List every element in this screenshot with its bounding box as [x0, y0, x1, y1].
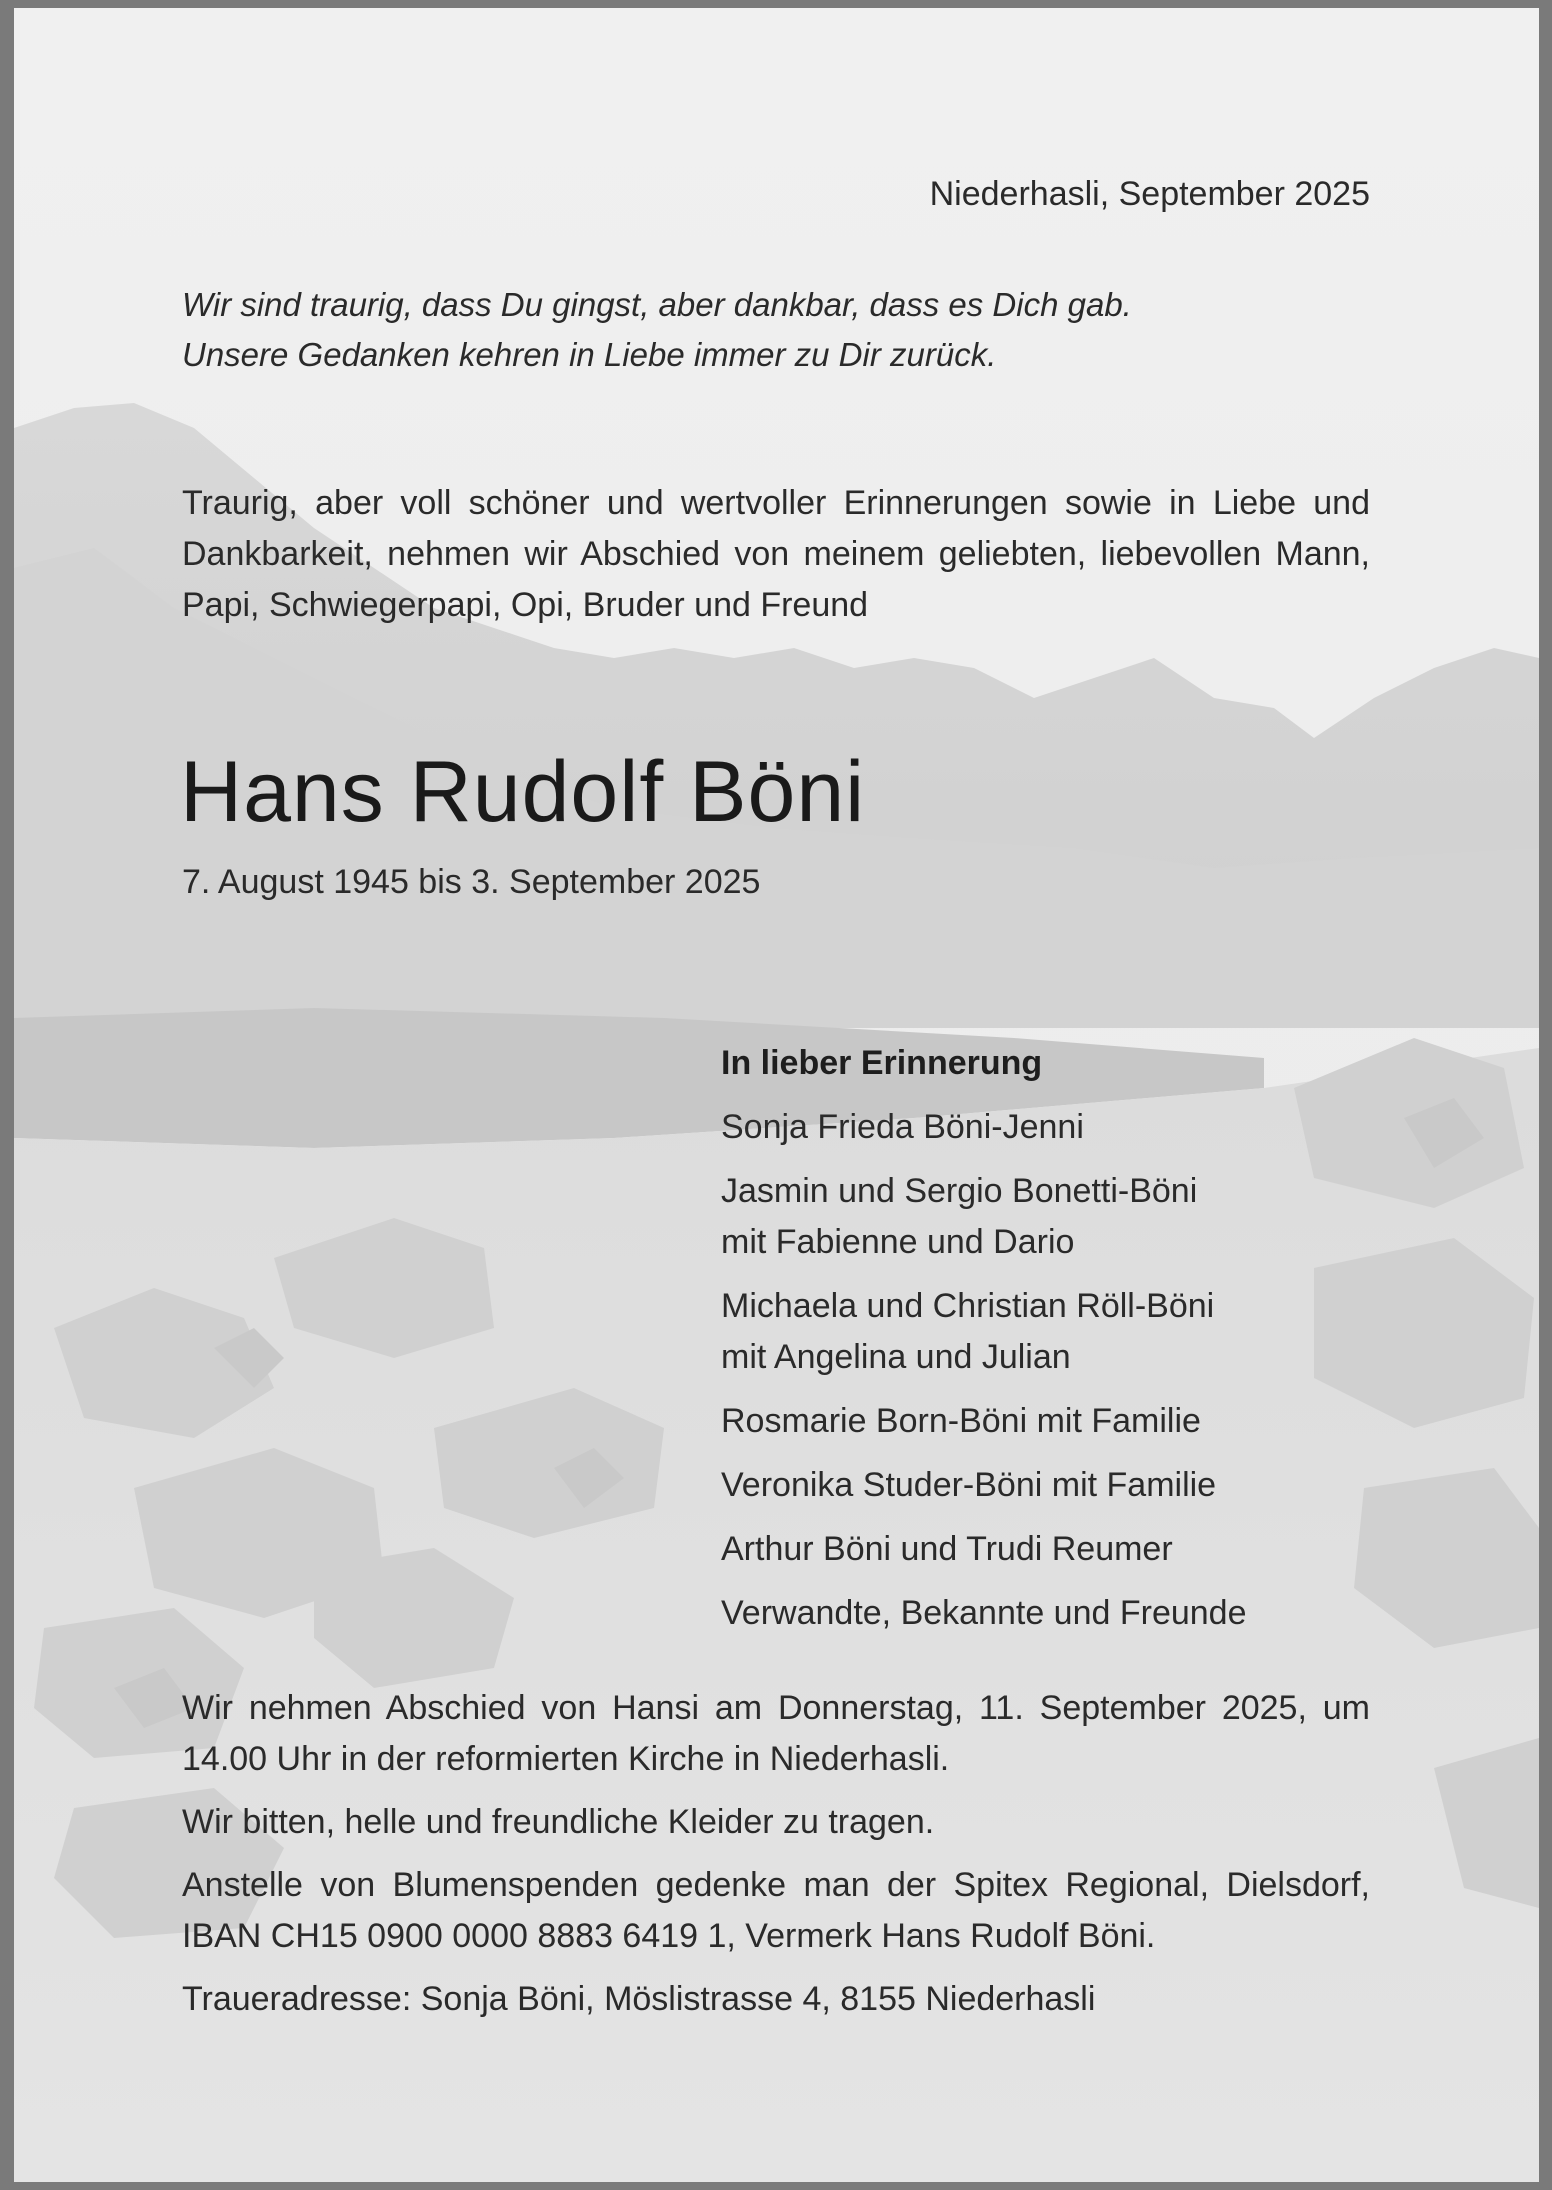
lifespan: 7. August 1945 bis 3. September 2025 — [182, 863, 761, 901]
donation-info: Anstelle von Blumenspenden gedenke man der Spitex Regional, Dielsdorf, IBAN CH15 0900 0000 8883 6419 1, Vermerk Hans Rudolf Böni. — [182, 1866, 1370, 1955]
service-info: Wir nehmen Abschied von Hansi am Donnerstag, 11. September 2025, um 14.00 Uhr in der reformierten Kirche in Niederhasli. — [182, 1689, 1370, 1778]
mourner-entry: Verwandte, Bekannte und Freunde — [721, 1594, 1247, 1632]
obituary-page — [14, 8, 1539, 2182]
motto-line: Wir sind traurig, dass Du gingst, aber dankbar, dass es Dich gab. — [182, 286, 1132, 323]
mourner-entry: Arthur Böni und Trudi Reumer — [721, 1530, 1173, 1568]
mourner-entry: Jasmin und Sergio Bonetti-Böni mit Fabienne und Dario — [721, 1172, 1198, 1261]
mourning-address: Traueradresse: Sonja Böni, Möslistrasse 4, 8155 Niederhasli — [182, 1980, 1096, 2018]
motto — [182, 280, 1132, 380]
mourner-entry: Veronika Studer-Böni mit Familie — [721, 1466, 1217, 1504]
deceased-name: Hans Rudolf Böni — [180, 744, 866, 840]
place-date: Niederhasli, September 2025 — [929, 175, 1370, 213]
motto-line: Unsere Gedanken kehren in Liebe immer zu Dir zurück. — [182, 336, 997, 373]
mourners-list — [721, 1038, 1381, 1652]
mourners-heading: In lieber Erinnerung — [721, 1044, 1043, 1082]
closing-section — [182, 1683, 1370, 2037]
dress-code: Wir bitten, helle und freundliche Kleider zu tragen. — [182, 1803, 935, 1841]
intro-paragraph: Traurig, aber voll schöner und wertvoller Erinnerungen sowie in Liebe und Dankbarkeit, nehmen wir Abschied von meinem geliebten, liebevollen Mann, Papi, Schwiegerpapi, Opi, Bruder und Freund — [182, 484, 1370, 624]
mourner-entry: Michaela und Christian Röll-Böni mit Angelina und Julian — [721, 1287, 1215, 1376]
mourner-entry: Sonja Frieda Böni-Jenni — [721, 1108, 1084, 1146]
mourner-entry: Rosmarie Born-Böni mit Familie — [721, 1402, 1201, 1440]
